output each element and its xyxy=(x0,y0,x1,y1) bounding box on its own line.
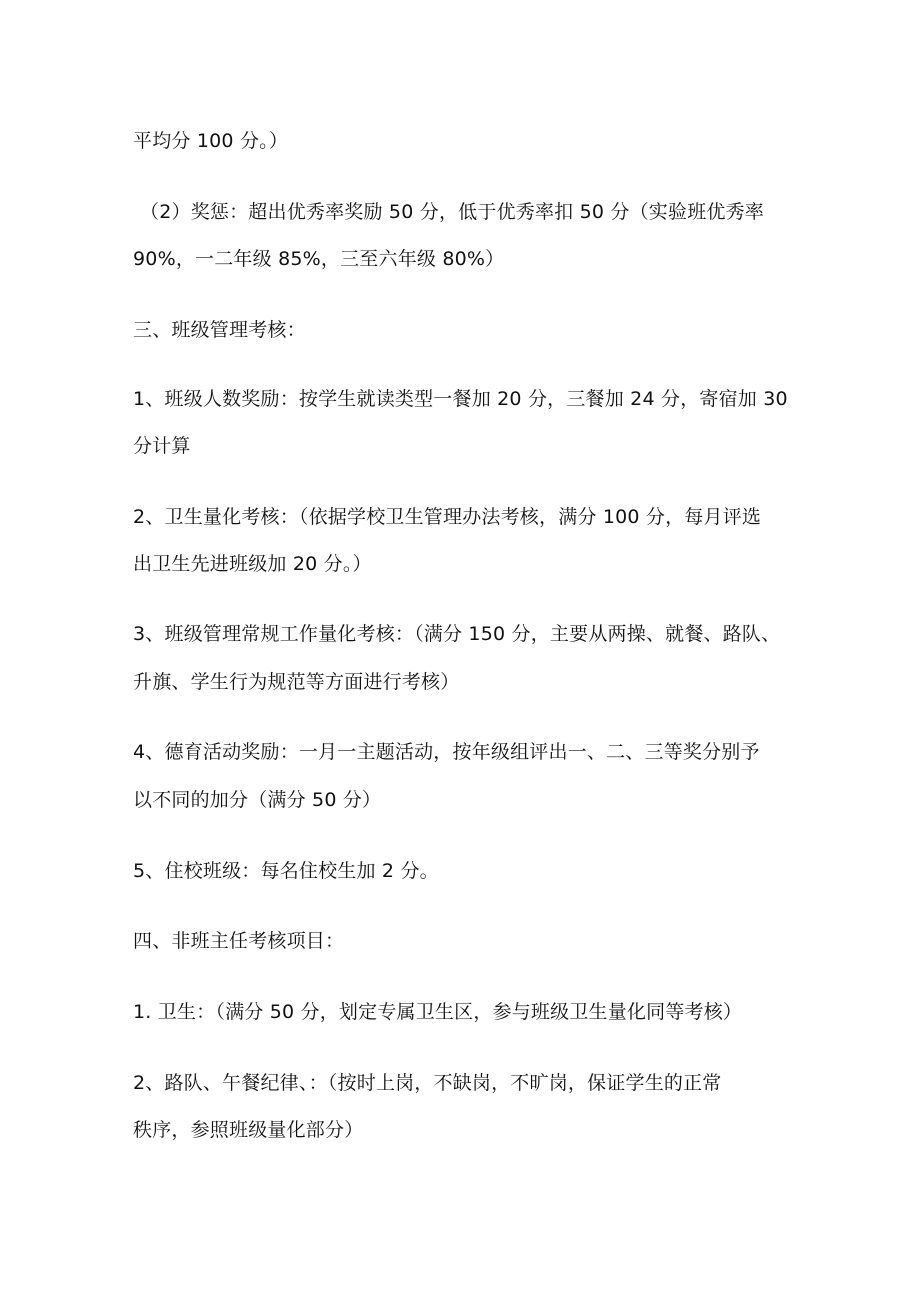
text-line: 升旗、学生行为规范等方面进行考核） xyxy=(133,671,460,693)
text-line: 秩序，参照班级量化部分） xyxy=(133,1119,364,1141)
section-heading: 三、班级管理考核： xyxy=(133,319,306,341)
section-heading: 四、非班主任考核项目： xyxy=(133,930,345,952)
text-line: 出卫生先进班级加 20 分。） xyxy=(133,553,372,575)
text-line: 1. 卫生：（满分 50 分，划定专属卫生区，参与班级卫生量化同等考核） xyxy=(133,1001,743,1023)
text-line: 5、住校班级：每名住校生加 2 分。 xyxy=(133,860,439,882)
text-line: 2、卫生量化考核：（依据学校卫生管理办法考核，满分 100 分，每月评选 xyxy=(133,506,762,528)
text-line: 以不同的加分（满分 50 分） xyxy=(133,789,382,811)
text-line: 4、德育活动奖励：一月一主题活动，按年级组评出一、二、三等奖分别予 xyxy=(133,741,760,763)
text-line: 90%，一二年级 85%，三至六年级 80%） xyxy=(133,248,505,270)
text-line: 分计算 xyxy=(133,435,191,457)
text-line: （2）奖惩：超出优秀率奖励 50 分，低于优秀率扣 50 分（实验班优秀率 xyxy=(140,201,765,223)
text-line: 3、班级管理常规工作量化考核：（满分 150 分，主要从两操、就餐、路队、 xyxy=(133,623,781,645)
text-line: 2、路队、午餐纪律、：（按时上岗，不缺岗，不旷岗，保证学生的正常 xyxy=(133,1072,722,1094)
text-line: 平均分 100 分。） xyxy=(133,130,289,152)
text-line: 1、班级人数奖励：按学生就读类型一餐加 20 分，三餐加 24 分，寄宿加 30 xyxy=(133,388,788,410)
